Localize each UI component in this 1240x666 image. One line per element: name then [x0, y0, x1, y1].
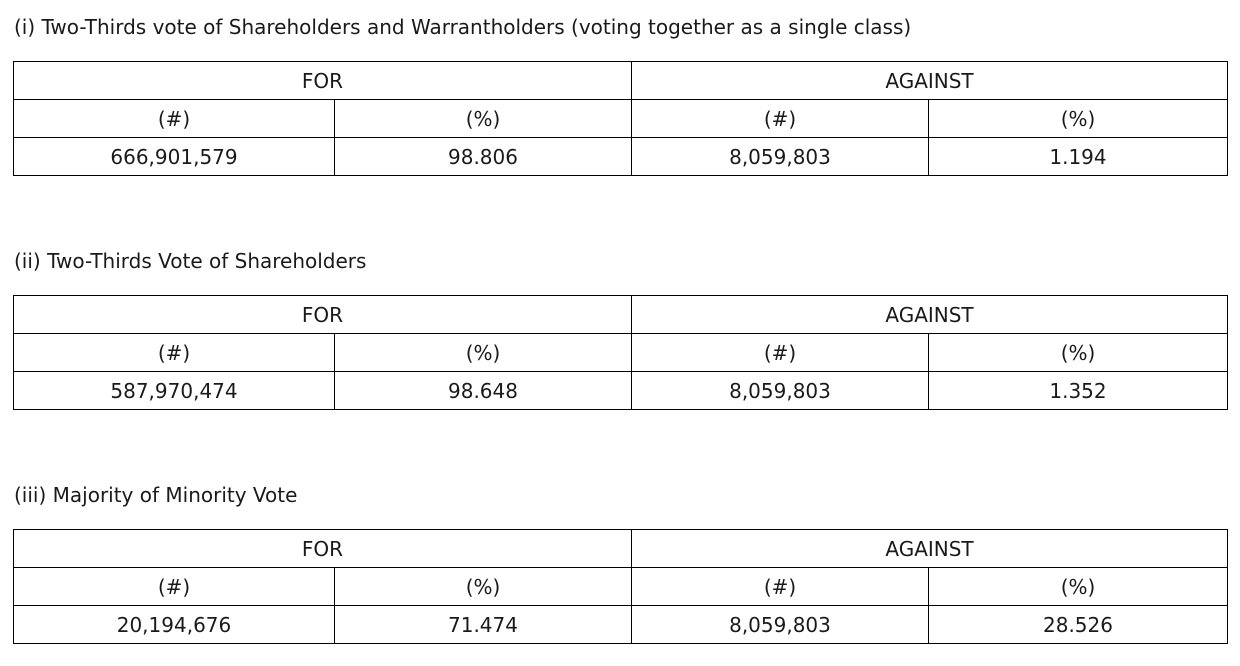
for-header: FOR	[14, 530, 632, 568]
for-count-value: 587,970,474	[14, 372, 335, 410]
against-header: AGAINST	[632, 296, 1228, 334]
against-percent-header: (%)	[929, 100, 1228, 138]
table-row	[14, 372, 1228, 410]
for-percent-header: (%)	[335, 568, 632, 606]
against-percent-value: 28.526	[929, 606, 1228, 644]
for-count-value: 666,901,579	[14, 138, 335, 176]
for-percent-header: (%)	[335, 334, 632, 372]
table-subheader-row	[14, 334, 1228, 372]
for-header: FOR	[14, 62, 632, 100]
for-count-value: 20,194,676	[14, 606, 335, 644]
for-count-header: (#)	[14, 100, 335, 138]
against-percent-header: (%)	[929, 568, 1228, 606]
section-3-title: (iii) Majority of Minority Vote	[14, 483, 298, 507]
against-count-header: (#)	[632, 100, 929, 138]
against-count-header: (#)	[632, 334, 929, 372]
table-row	[14, 606, 1228, 644]
table-header-row	[14, 62, 1228, 100]
section-2-title: (ii) Two-Thirds Vote of Shareholders	[14, 249, 367, 273]
against-count-value: 8,059,803	[632, 138, 929, 176]
for-percent-value: 71.474	[335, 606, 632, 644]
against-header: AGAINST	[632, 530, 1228, 568]
against-percent-header: (%)	[929, 334, 1228, 372]
for-percent-header: (%)	[335, 100, 632, 138]
for-count-header: (#)	[14, 568, 335, 606]
for-count-header: (#)	[14, 334, 335, 372]
section-3-vote-table	[13, 529, 1228, 644]
for-percent-value: 98.648	[335, 372, 632, 410]
table-subheader-row	[14, 568, 1228, 606]
table-row	[14, 138, 1228, 176]
against-count-value: 8,059,803	[632, 372, 929, 410]
table-header-row	[14, 296, 1228, 334]
against-count-header: (#)	[632, 568, 929, 606]
against-percent-value: 1.352	[929, 372, 1228, 410]
section-2-vote-table	[13, 295, 1228, 410]
against-percent-value: 1.194	[929, 138, 1228, 176]
table-subheader-row	[14, 100, 1228, 138]
for-header: FOR	[14, 296, 632, 334]
section-1-vote-table	[13, 61, 1228, 176]
section-1-title: (i) Two-Thirds vote of Shareholders and Warrantholders (voting together as a single class)	[14, 15, 912, 39]
against-header: AGAINST	[632, 62, 1228, 100]
for-percent-value: 98.806	[335, 138, 632, 176]
against-count-value: 8,059,803	[632, 606, 929, 644]
table-header-row	[14, 530, 1228, 568]
